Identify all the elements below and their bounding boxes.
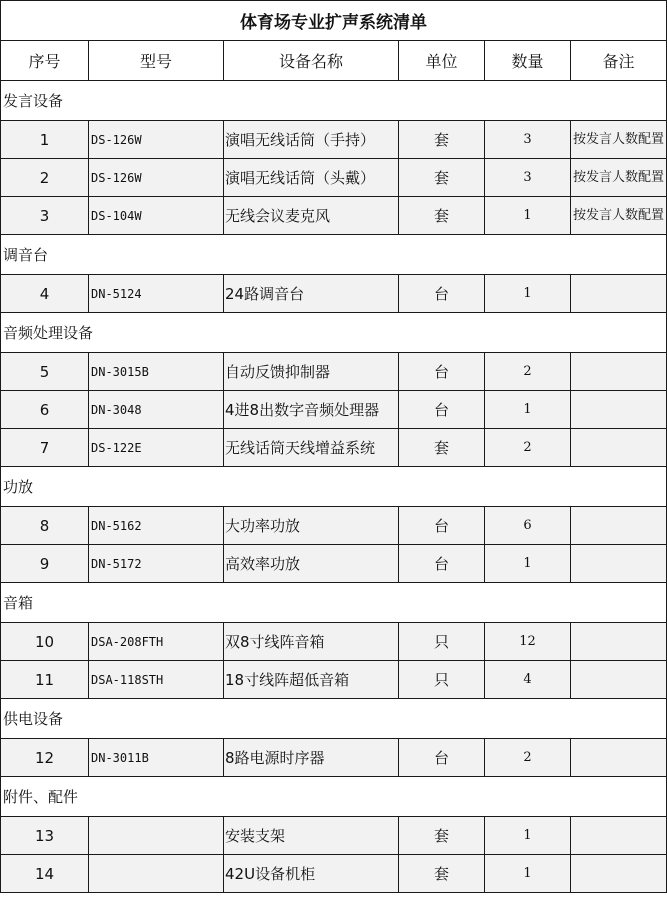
cell-name: 无线话筒天线增益系统 [224, 429, 399, 467]
cell-qty: 2 [485, 353, 571, 391]
table-row [1, 507, 667, 545]
cell-model: DN-3015B [89, 353, 224, 391]
cell-note: 按发言人数配置 [571, 121, 667, 159]
cell-qty: 2 [485, 429, 571, 467]
category-label: 音箱 [1, 583, 667, 623]
cell-qty: 1 [485, 197, 571, 235]
cell-seq: 13 [1, 817, 89, 855]
cell-unit: 套 [399, 429, 485, 467]
header-model: 型号 [89, 41, 224, 81]
cell-unit: 套 [399, 817, 485, 855]
category-label: 调音台 [1, 235, 667, 275]
cell-unit: 台 [399, 353, 485, 391]
cell-model: DN-5124 [89, 275, 224, 313]
cell-qty: 3 [485, 159, 571, 197]
cell-unit: 只 [399, 661, 485, 699]
cell-name: 安装支架 [224, 817, 399, 855]
table-row [1, 197, 667, 235]
cell-seq: 7 [1, 429, 89, 467]
cell-unit: 台 [399, 391, 485, 429]
cell-unit: 台 [399, 739, 485, 777]
cell-qty: 1 [485, 817, 571, 855]
cell-model: DN-3048 [89, 391, 224, 429]
cell-name: 18寸线阵超低音箱 [224, 661, 399, 699]
cell-seq: 4 [1, 275, 89, 313]
header-name: 设备名称 [224, 41, 399, 81]
table-title: 体育场专业扩声系统清单 [1, 1, 667, 41]
cell-name: 42U设备机柜 [224, 855, 399, 893]
category-row [1, 699, 667, 739]
category-row [1, 313, 667, 353]
table-row [1, 623, 667, 661]
header-note: 备注 [571, 41, 667, 81]
table-row [1, 855, 667, 893]
category-label: 附件、配件 [1, 777, 667, 817]
category-row [1, 777, 667, 817]
table-row [1, 121, 667, 159]
cell-model: DSA-208FTH [89, 623, 224, 661]
cell-seq: 6 [1, 391, 89, 429]
cell-seq: 5 [1, 353, 89, 391]
header-unit: 单位 [399, 41, 485, 81]
cell-name: 无线会议麦克风 [224, 197, 399, 235]
cell-model: DN-5172 [89, 545, 224, 583]
cell-model: DSA-118STH [89, 661, 224, 699]
table-row [1, 159, 667, 197]
cell-name: 4进8出数字音频处理器 [224, 391, 399, 429]
cell-note [571, 855, 667, 893]
cell-note: 按发言人数配置 [571, 159, 667, 197]
table-body [1, 1, 667, 893]
cell-seq: 9 [1, 545, 89, 583]
cell-unit: 台 [399, 275, 485, 313]
cell-note [571, 545, 667, 583]
cell-seq: 11 [1, 661, 89, 699]
cell-name: 双8寸线阵音箱 [224, 623, 399, 661]
cell-note [571, 817, 667, 855]
cell-note [571, 391, 667, 429]
cell-model [89, 855, 224, 893]
table-row [1, 429, 667, 467]
cell-note [571, 429, 667, 467]
cell-seq: 8 [1, 507, 89, 545]
category-label: 音频处理设备 [1, 313, 667, 353]
cell-qty: 6 [485, 507, 571, 545]
cell-model [89, 817, 224, 855]
cell-note [571, 353, 667, 391]
cell-qty: 1 [485, 545, 571, 583]
cell-seq: 3 [1, 197, 89, 235]
cell-note [571, 623, 667, 661]
category-row [1, 583, 667, 623]
cell-model: DS-126W [89, 159, 224, 197]
cell-qty: 2 [485, 739, 571, 777]
cell-unit: 只 [399, 623, 485, 661]
cell-seq: 2 [1, 159, 89, 197]
cell-seq: 1 [1, 121, 89, 159]
cell-unit: 台 [399, 507, 485, 545]
cell-unit: 套 [399, 197, 485, 235]
table-row [1, 275, 667, 313]
cell-model: DS-122E [89, 429, 224, 467]
cell-unit: 套 [399, 121, 485, 159]
cell-name: 大功率功放 [224, 507, 399, 545]
cell-note [571, 661, 667, 699]
cell-name: 8路电源时序器 [224, 739, 399, 777]
cell-name: 24路调音台 [224, 275, 399, 313]
header-row [1, 41, 667, 81]
cell-name: 自动反馈抑制器 [224, 353, 399, 391]
cell-seq: 10 [1, 623, 89, 661]
category-row [1, 81, 667, 121]
cell-note [571, 507, 667, 545]
cell-seq: 14 [1, 855, 89, 893]
cell-qty: 4 [485, 661, 571, 699]
category-row [1, 235, 667, 275]
table-row [1, 391, 667, 429]
cell-qty: 1 [485, 275, 571, 313]
cell-seq: 12 [1, 739, 89, 777]
category-label: 供电设备 [1, 699, 667, 739]
cell-unit: 台 [399, 545, 485, 583]
table-row [1, 353, 667, 391]
table-row [1, 817, 667, 855]
table-row [1, 661, 667, 699]
cell-name: 演唱无线话筒（头戴） [224, 159, 399, 197]
category-label: 发言设备 [1, 81, 667, 121]
cell-name: 演唱无线话筒（手持） [224, 121, 399, 159]
cell-model: DS-126W [89, 121, 224, 159]
title-row [1, 1, 667, 41]
cell-note: 按发言人数配置 [571, 197, 667, 235]
category-label: 功放 [1, 467, 667, 507]
cell-model: DS-104W [89, 197, 224, 235]
cell-model: DN-3011B [89, 739, 224, 777]
cell-name: 高效率功放 [224, 545, 399, 583]
cell-qty: 12 [485, 623, 571, 661]
header-qty: 数量 [485, 41, 571, 81]
header-seq: 序号 [1, 41, 89, 81]
cell-note [571, 739, 667, 777]
cell-model: DN-5162 [89, 507, 224, 545]
cell-qty: 3 [485, 121, 571, 159]
cell-note [571, 275, 667, 313]
cell-qty: 1 [485, 391, 571, 429]
cell-unit: 套 [399, 855, 485, 893]
category-row [1, 467, 667, 507]
table-row [1, 545, 667, 583]
cell-unit: 套 [399, 159, 485, 197]
table-row [1, 739, 667, 777]
cell-qty: 1 [485, 855, 571, 893]
